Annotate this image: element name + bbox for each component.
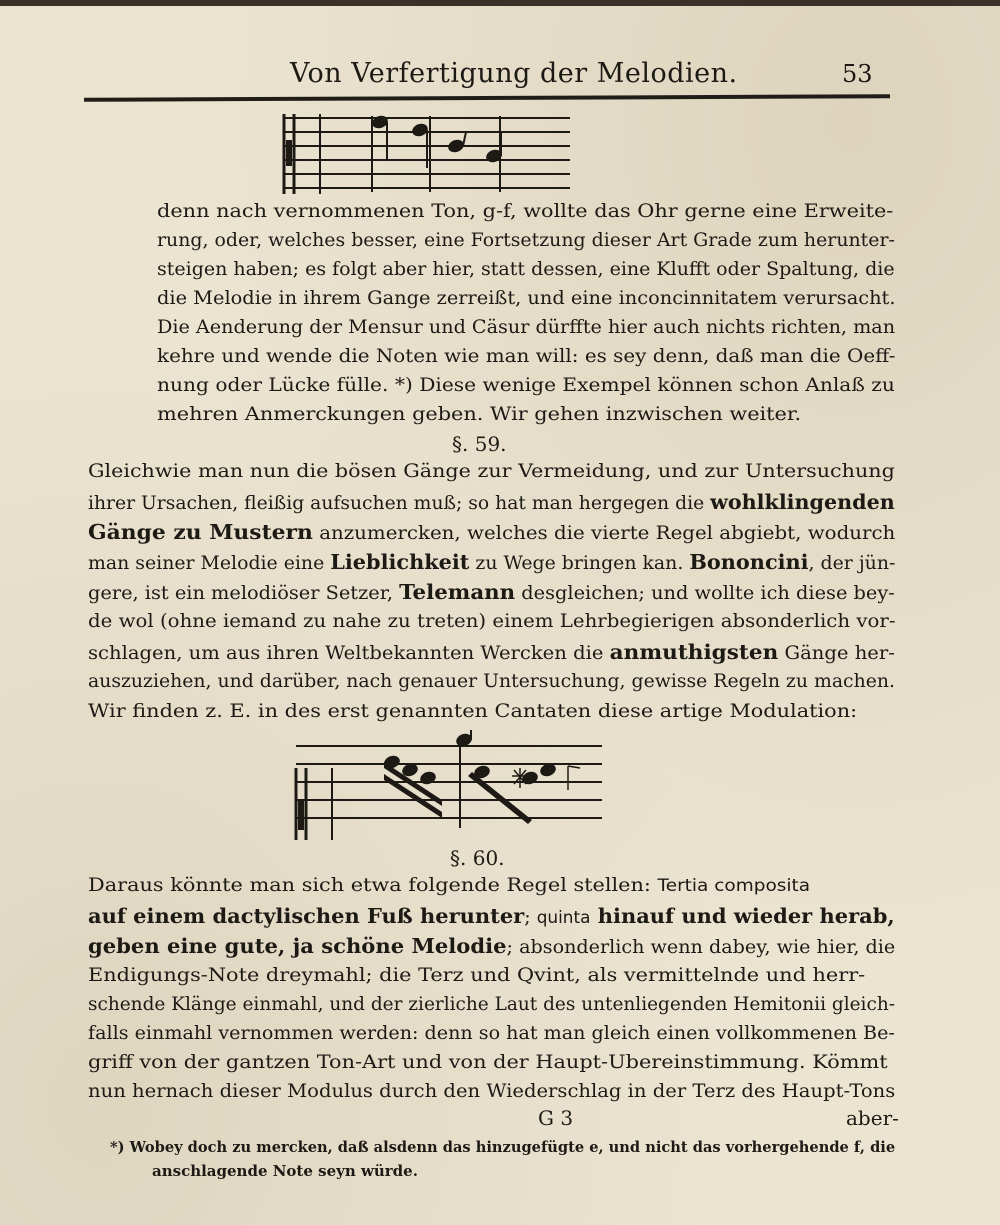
text-line: denn nach vernommenen Ton, g-f, wollte das Ohr gerne eine Erweite- <box>157 201 894 222</box>
text-line: die Melodie in ihrem Gange zerreißt, und eine inconcinnitatem verursacht. <box>157 288 896 309</box>
emphasis-run: wohlklingenden <box>710 490 895 514</box>
emphasis-run: hinauf und wieder herab, <box>590 904 895 928</box>
text-run: schlagen, um aus ihren Weltbekannten Wercken die <box>88 643 610 664</box>
text-line: Wir finden z. E. in des erst genannten Cantaten diese artige Modulation: <box>88 701 858 722</box>
emphasis-run: auf einem dactylischen Fuß herunter <box>88 904 525 928</box>
section-heading-59: §. 59. <box>452 432 507 456</box>
catchword: aber- <box>846 1106 899 1130</box>
section-heading-60: §. 60. <box>450 846 505 870</box>
emphasis-run: geben eine gute, ja schöne Melodie <box>88 934 507 958</box>
page-top-edge <box>0 0 1000 6</box>
text-line <box>88 488 895 516</box>
text-line: steigen haben; es folgt aber hier, statt dessen, eine Klufft oder Spaltung, die <box>157 259 895 280</box>
text-line: rung, oder, welches besser, eine Fortsetzung dieser Art Grade zum herunter- <box>157 230 895 251</box>
music-example-2 <box>292 728 607 843</box>
text-line: kehre und wende die Noten wie man will: es sey denn, daß man die Oeff- <box>157 346 896 367</box>
footnote-line: *) Wobey doch zu mercken, daß alsdenn das hinzugefügte e, und nicht das vorhergehende f, die <box>110 1138 896 1156</box>
text-run: Daraus könnte man sich etwa folgende Regel stellen: <box>88 875 658 896</box>
emphasis-run: Telemann <box>399 580 516 604</box>
text-line: Endigungs-Note dreymahl; die Terz und Qvint, als vermittelnde und herr- <box>88 965 866 986</box>
page-number: 53 <box>842 60 873 88</box>
text-run: ; <box>524 907 537 928</box>
text-line <box>88 932 895 960</box>
text-run: ; absonderlich wenn dabey, wie hier, die <box>506 937 896 958</box>
text-line: schende Klänge einmahl, und der zierliche Laut des untenliegenden Hemitonii gleich- <box>88 994 895 1015</box>
text-run: gere, ist ein melodiöser Setzer, <box>88 583 400 604</box>
text-line: Gleichwie man nun die bösen Gänge zur Vermeidung, und zur Untersuchung <box>88 461 895 482</box>
text-line <box>88 578 895 606</box>
running-header-title: Von Verfertigung der Melodien. <box>290 58 738 89</box>
emphasis-run: Lieblichkeit <box>330 550 470 574</box>
text-run: ihrer Ursachen, fleißig aufsuchen muß; so hat man hergegen die <box>88 493 711 514</box>
text-line: nung oder Lücke fülle. *) Diese wenige Exempel können schon Anlaß zu <box>157 375 895 396</box>
text-line <box>88 902 895 930</box>
text-line: auszuziehen, und darüber, nach genauer Untersuchung, gewisse Regeln zu machen. <box>88 671 895 692</box>
text-line: falls einmahl vernommen werden: denn so hat man gleich einen vollkommenen Be- <box>88 1023 895 1044</box>
latin-term: Tertia composita <box>657 876 811 895</box>
text-line <box>88 872 810 900</box>
footnote-line: anschlagende Note seyn würde. <box>152 1162 418 1180</box>
text-line <box>88 548 895 576</box>
text-run: anzumercken, welches die vierte Regel abgiebt, wodurch <box>312 523 896 544</box>
signature-mark: G 3 <box>538 1106 574 1130</box>
text-run: , der jün- <box>808 553 896 574</box>
text-line: de wol (ohne iemand zu nahe zu treten) einem Lehrbegierigen absonderlich vor- <box>88 611 896 632</box>
text-line <box>88 518 895 546</box>
text-run: Gänge her- <box>778 643 895 664</box>
text-line: Die Aenderung der Mensur und Cäsur dürffte hier auch nichts richten, man <box>157 317 896 338</box>
emphasis-run: Bononcini <box>689 550 809 574</box>
text-line <box>88 638 895 666</box>
latin-term: quinta <box>536 908 591 927</box>
text-run: man seiner Melodie eine <box>88 553 331 574</box>
emphasis-run: anmuthigsten <box>609 640 779 664</box>
text-line: nun hernach dieser Modulus durch den Wiederschlag in der Terz des Haupt-Tons <box>88 1081 896 1102</box>
text-line: mehren Anmerckungen geben. Wir gehen inzwischen weiter. <box>157 404 802 425</box>
text-line: griff von der gantzen Ton-Art und von der Haupt-Ubereinstimmung. Kömmt <box>88 1052 888 1073</box>
text-run: desgleichen; und wollte ich diese bey- <box>515 583 895 604</box>
header-rule <box>84 94 890 102</box>
emphasis-run: Gänge zu Mustern <box>88 520 313 544</box>
music-example-1 <box>280 110 575 198</box>
text-run: zu Wege bringen kan. <box>469 553 690 574</box>
